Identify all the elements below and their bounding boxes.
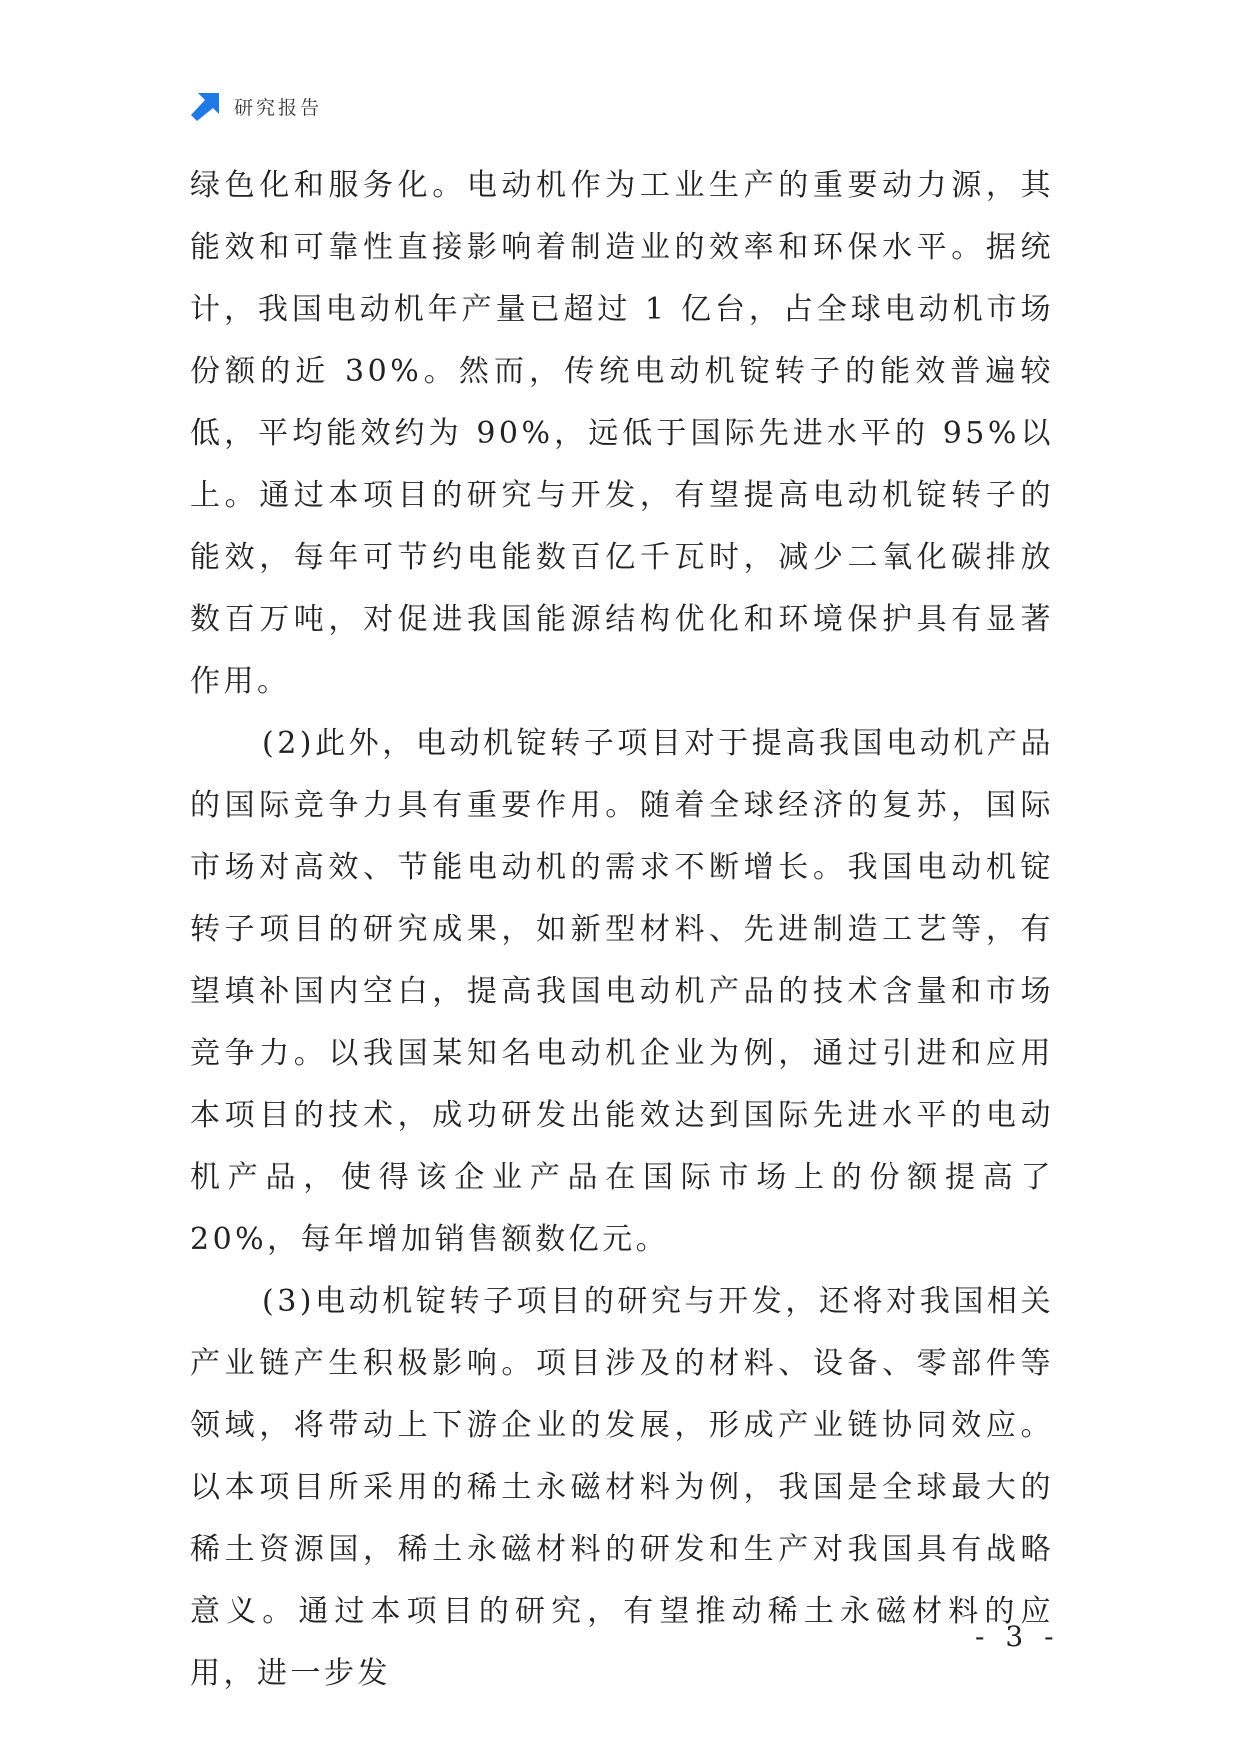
report-header — [190, 86, 322, 126]
paragraph-3: (3)电动机锭转子项目的研究与开发，还将对我国相关产业链产生积极影响。项目涉及的材料、设备、零部件等领域，将带动上下游企业的发展，形成产业链协同效应。以本项目所采用的稀土永磁材料为例，我国是全球最大的稀土资源国，稀土永磁材料的研发和生产对我国具有战略意义。通过本项目的研究，有望推动稀土永磁材料的应用，进一步发 — [190, 1284, 1054, 1691]
paragraph-2: (2)此外，电动机锭转子项目对于提高我国电动机产品的国际竞争力具有重要作用。随着全球经济的复苏，国际市场对高效、节能电动机的需求不断增长。我国电动机锭转子项目的研究成果，如新型材料、先进制造工艺等，有望填补国内空白，提高我国电动机产品的技术含量和市场竞争力。以我国某知名电动机企业为例，通过引进和应用本项目的技术，成功研发出能效达到国际先进水平的电动机产品，使得该企业产品在国际市场上的份额提高了 20%，每年增加销售额数亿元。 — [190, 726, 1054, 1257]
arrow-up-right-icon — [190, 90, 222, 122]
paragraph-1: 绿色化和服务化。电动机作为工业生产的重要动力源，其能效和可靠性直接影响着制造业的效率和环保水平。据统计，我国电动机年产量已超过 1 亿台，占全球电动机市场份额的近 30%。然而，传统电动机锭转子的能效普遍较低，平均能效约为 90%，远低于国际先进水平的 95%以上。通过本项目的研究与开发，有望提高电动机锭转子的能效，每年可节约电能数百亿千瓦时，减少二氧化碳排放数百万吨，对促进我国能源结构优化和环境保护具有显著作用。 — [190, 168, 1054, 699]
page-number: - 3 - — [975, 1620, 1060, 1653]
header-title: 研究报告 — [234, 96, 323, 119]
document-body — [190, 155, 1054, 1705]
